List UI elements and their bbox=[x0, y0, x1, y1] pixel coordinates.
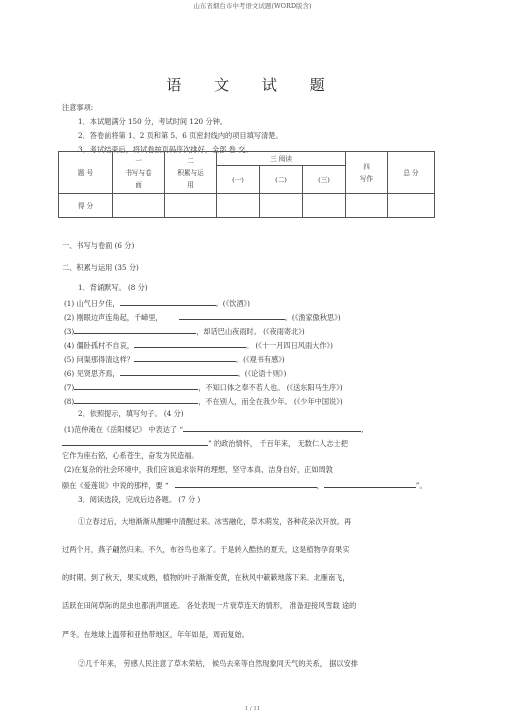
score-cell[interactable] bbox=[217, 194, 260, 218]
q1-line-7: (7) ，不知口体之奉不若人也。 (《送东阳马生序》) bbox=[64, 383, 343, 392]
col-reading-header: 三 阅读 bbox=[217, 152, 346, 166]
note-item-2: 2．答卷前将第 1、2 页和第 5、6 页密封线内的项目填写清楚。 bbox=[78, 131, 283, 140]
col-reading-2: (二) bbox=[260, 166, 303, 194]
score-table bbox=[58, 151, 435, 218]
score-cell[interactable] bbox=[346, 194, 388, 218]
q1-line-3: (3) ，却话巴山夜雨时。 (《夜雨寄北》) bbox=[64, 327, 305, 336]
q1-line-4: (4) 僵卧孤村不自哀， 。 (《十一月四日风雨大作》) bbox=[64, 341, 333, 350]
answer-blank[interactable] bbox=[74, 326, 196, 334]
notes-heading: 注意事项: bbox=[62, 103, 94, 112]
q1-line-8: (8) ，不在别人，而全在我少年。 (《少年中国说》) bbox=[64, 397, 343, 406]
row-label-question: 题 号 bbox=[59, 152, 113, 194]
passage-paragraph-1: ①立春过后，大地渐渐从酣睡中清醒过来。冰雪融化，草木萌发，各种花朵次开放。再 bbox=[78, 517, 352, 526]
col-reading-3: (三) bbox=[303, 166, 346, 194]
answer-blank[interactable] bbox=[74, 396, 198, 404]
passage-line-2: 过两个月，燕子翩然归来。不久，布谷鸟也来了。于是转入酷热的夏天，这是植物孕育果实 bbox=[62, 545, 350, 554]
q1-heading: 1．背诵默写。 (8 分) bbox=[78, 283, 148, 292]
note-item-3: 3．考试结束后，将试卷按页码序次排好，全部 卷 交。 bbox=[78, 145, 253, 154]
score-cell[interactable] bbox=[113, 194, 165, 218]
q2-item-1: (1)范仲淹在《岳阳楼记》 中表达了 “ , bbox=[64, 425, 364, 434]
q2-item-1-end: 它作为座右铭，心系苍生，奋发为民造福。 bbox=[62, 451, 199, 460]
col-writing-surface: 一 书写与卷 面 bbox=[113, 152, 165, 194]
q2-item-2: (2)在复杂的社会环境中，我们应该追求崇拜的理想，坚守本真、洁身自好，正如周敦 bbox=[64, 465, 333, 474]
answer-blank[interactable] bbox=[74, 382, 198, 390]
answer-blank[interactable] bbox=[324, 480, 416, 488]
col-composition: 四 写作 bbox=[346, 152, 388, 194]
answer-blank[interactable] bbox=[134, 354, 236, 362]
answer-blank[interactable] bbox=[179, 312, 285, 320]
q1-line-6: (6) 见贤思齐焉， 。(《论语十则》) bbox=[64, 369, 287, 378]
answer-blank[interactable] bbox=[120, 368, 238, 376]
passage-line-4: 活跃在田间草际的昆虫也都消声匿迹。 各处表现一片衰草连天的情形， 准备迎接风雪载 途的 bbox=[62, 601, 357, 610]
q1-line-2: (2) 刚眼边声连角起，千嶂里， 。(《渔家傲秋思》) bbox=[64, 313, 341, 322]
answer-blank[interactable] bbox=[134, 340, 246, 348]
passage-paragraph-2: ②几千年来， 劳感人民注意了草木荣枯， 候鸟去来等自然现象同天气的关系， 据以安排 bbox=[78, 659, 358, 668]
score-cell[interactable] bbox=[388, 194, 435, 218]
col-reading-1: (一) bbox=[217, 166, 260, 194]
document-header: 山东省烟台市中考语文试题(WORD版含) bbox=[193, 2, 312, 10]
passage-line-3: 的时期。到了秋天，果实成熟，植物的叶子渐渐变黄，在秋风中簌簌地落下来。北雁南飞， bbox=[62, 573, 350, 582]
q1-line-1: (1) 山气日夕佳， 。(《饮酒》) bbox=[64, 299, 250, 308]
q2-item-1-cont: ” 的政治情怀， 千百年来， 无数仁人志士把 bbox=[62, 438, 348, 447]
col-accumulation: 二 积累与运 用 bbox=[165, 152, 217, 194]
answer-blank[interactable] bbox=[183, 424, 361, 432]
answer-blank[interactable] bbox=[175, 480, 317, 488]
section-writing: 一、书写与卷面 (6 分) bbox=[62, 241, 135, 250]
score-cell[interactable] bbox=[165, 194, 217, 218]
q1-line-5: (5) 问渠那得清这样？ 。(《观书有感》) bbox=[64, 355, 285, 364]
q2-item-2-cont: 颐在《爱莲说》中说的那样，要 “ ， ”。 bbox=[62, 481, 427, 490]
col-total: 总 分 bbox=[388, 152, 435, 194]
score-cell[interactable] bbox=[303, 194, 346, 218]
q3-heading: 3．阅读选段，完成后边各题。 (7 分 ) bbox=[78, 495, 201, 504]
row-label-score: 得 分 bbox=[59, 194, 113, 218]
section-accumulation: 二、积累与运用 (35 分) bbox=[62, 263, 139, 272]
passage-line-5: 严冬。在地球上温带和亚热带地区，年年如是，周而复始。 bbox=[62, 630, 249, 639]
answer-blank[interactable] bbox=[120, 298, 216, 306]
page-number: 1 / 11 bbox=[244, 705, 261, 712]
note-item-1: 1．本试题满分 150 分，考试时间 120 分钟。 bbox=[78, 117, 227, 126]
q2-heading: 2．依照提示，填写句子。 (4 分) bbox=[78, 409, 184, 418]
page-title: 语 文 试 题 bbox=[166, 76, 339, 94]
score-cell[interactable] bbox=[260, 194, 303, 218]
answer-blank[interactable] bbox=[62, 438, 208, 446]
